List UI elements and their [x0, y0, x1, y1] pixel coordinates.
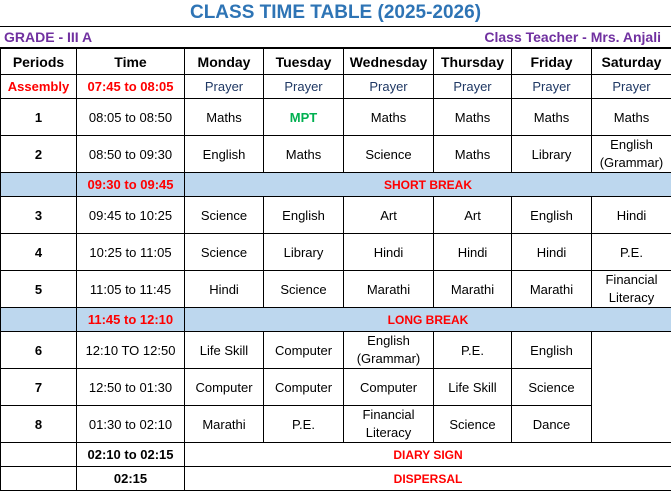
period-time: 12:50 to 01:30	[77, 369, 185, 406]
subject-cell: Science	[264, 271, 344, 308]
subject-cell: Library	[264, 234, 344, 271]
period-row-1	[1, 99, 671, 136]
subject-cell: Hindi	[185, 271, 264, 308]
break-blank	[1, 173, 77, 197]
diary-sign-time: 02:10 to 02:15	[77, 443, 185, 467]
grade-label: GRADE - III A	[4, 29, 93, 45]
assembly-time: 07:45 to 08:05	[77, 75, 185, 99]
subject-cell: Art	[434, 197, 512, 234]
period-number: 8	[1, 406, 77, 443]
period-number: 3	[1, 197, 77, 234]
assembly-cell: Prayer	[512, 75, 592, 99]
page-title: CLASS TIME TABLE (2025-2026)	[189, 2, 482, 23]
subject-cell: Maths	[592, 99, 671, 136]
short-break-time: 09:30 to 09:45	[77, 173, 185, 197]
period-row-8	[1, 406, 671, 443]
subject-cell: Science	[512, 369, 592, 406]
subject-cell: Marathi	[512, 271, 592, 308]
subject-text: Financial Literacy	[362, 407, 415, 440]
period-number: 1	[1, 99, 77, 136]
class-teacher-label: Class Teacher - Mrs. Anjali	[484, 29, 661, 45]
subject-cell: Computer	[344, 369, 434, 406]
subject-cell: Dance	[512, 406, 592, 443]
subject-cell: Hindi	[344, 234, 434, 271]
period-row-6	[1, 332, 671, 369]
period-row-2	[1, 136, 671, 173]
foot-blank	[1, 467, 77, 491]
class-info-bar	[0, 26, 671, 48]
long-break-label: LONG BREAK	[185, 308, 671, 332]
subject-cell: Computer	[264, 369, 344, 406]
subject-cell: Science	[344, 136, 434, 173]
dispersal-row	[1, 467, 671, 491]
subject-cell: Computer	[185, 369, 264, 406]
assembly-cell: Prayer	[264, 75, 344, 99]
period-time: 12:10 TO 12:50	[77, 332, 185, 369]
header-saturday: Saturday	[592, 49, 671, 75]
subject-cell	[592, 136, 671, 173]
subject-cell: Hindi	[512, 234, 592, 271]
period-number: 7	[1, 369, 77, 406]
period-row-4	[1, 234, 671, 271]
subject-cell: P.E.	[264, 406, 344, 443]
subject-cell: Hindi	[434, 234, 512, 271]
subject-cell	[592, 271, 671, 308]
subject-cell: P.E.	[592, 234, 671, 271]
subject-cell: Maths	[264, 136, 344, 173]
short-break-label: SHORT BREAK	[185, 173, 671, 197]
subject-cell: English	[512, 197, 592, 234]
long-break-time: 11:45 to 12:10	[77, 308, 185, 332]
break-blank	[1, 308, 77, 332]
dispersal-time: 02:15	[77, 467, 185, 491]
period-time: 11:05 to 11:45	[77, 271, 185, 308]
long-break-row	[1, 308, 671, 332]
timetable	[0, 48, 671, 491]
header-tuesday: Tuesday	[264, 49, 344, 75]
header-monday: Monday	[185, 49, 264, 75]
subject-cell: Maths	[344, 99, 434, 136]
subject-cell: Maths	[434, 99, 512, 136]
assembly-cell: Prayer	[185, 75, 264, 99]
subject-cell: Computer	[264, 332, 344, 369]
subject-cell	[344, 406, 434, 443]
subject-cell-mpt: MPT	[264, 99, 344, 136]
subject-cell: P.E.	[434, 332, 512, 369]
subject-cell: Science	[434, 406, 512, 443]
period-time: 01:30 to 02:10	[77, 406, 185, 443]
period-time: 08:05 to 08:50	[77, 99, 185, 136]
subject-text: English (Grammar)	[356, 333, 421, 366]
period-number: 2	[1, 136, 77, 173]
subject-cell: Hindi	[592, 197, 671, 234]
subject-cell: English	[185, 136, 264, 173]
diary-sign-row	[1, 443, 671, 467]
subject-cell: Maths	[512, 99, 592, 136]
subject-cell: Life Skill	[434, 369, 512, 406]
assembly-label: Assembly	[1, 75, 77, 99]
header-periods: Periods	[1, 49, 77, 75]
saturday-empty-cell	[592, 332, 671, 443]
subject-cell: Marathi	[434, 271, 512, 308]
dispersal-label: DISPERSAL	[185, 467, 671, 491]
period-row-3	[1, 197, 671, 234]
subject-cell: Life Skill	[185, 332, 264, 369]
header-friday: Friday	[512, 49, 592, 75]
period-time: 10:25 to 11:05	[77, 234, 185, 271]
period-time: 08:50 to 09:30	[77, 136, 185, 173]
period-time: 09:45 to 10:25	[77, 197, 185, 234]
subject-cell	[344, 332, 434, 369]
header-thursday: Thursday	[434, 49, 512, 75]
header-row	[1, 49, 671, 75]
header-wednesday: Wednesday	[344, 49, 434, 75]
header-time: Time	[77, 49, 185, 75]
subject-cell: Marathi	[344, 271, 434, 308]
period-number: 6	[1, 332, 77, 369]
short-break-row	[1, 173, 671, 197]
subject-cell: Library	[512, 136, 592, 173]
subject-text: Financial Literacy	[605, 272, 658, 305]
subject-cell: Science	[185, 234, 264, 271]
subject-cell: Art	[344, 197, 434, 234]
subject-cell: English	[264, 197, 344, 234]
assembly-cell: Prayer	[592, 75, 671, 99]
period-row-5	[1, 271, 671, 308]
subject-cell: Marathi	[185, 406, 264, 443]
subject-cell: Maths	[185, 99, 264, 136]
subject-cell: Science	[185, 197, 264, 234]
subject-cell: Maths	[434, 136, 512, 173]
assembly-cell: Prayer	[434, 75, 512, 99]
subject-text: English (Grammar)	[599, 137, 664, 170]
period-number: 4	[1, 234, 77, 271]
period-row-7	[1, 369, 671, 406]
assembly-cell: Prayer	[344, 75, 434, 99]
diary-sign-label: DIARY SIGN	[185, 443, 671, 467]
foot-blank	[1, 443, 77, 467]
period-number: 5	[1, 271, 77, 308]
subject-cell: English	[512, 332, 592, 369]
assembly-row	[1, 75, 671, 99]
